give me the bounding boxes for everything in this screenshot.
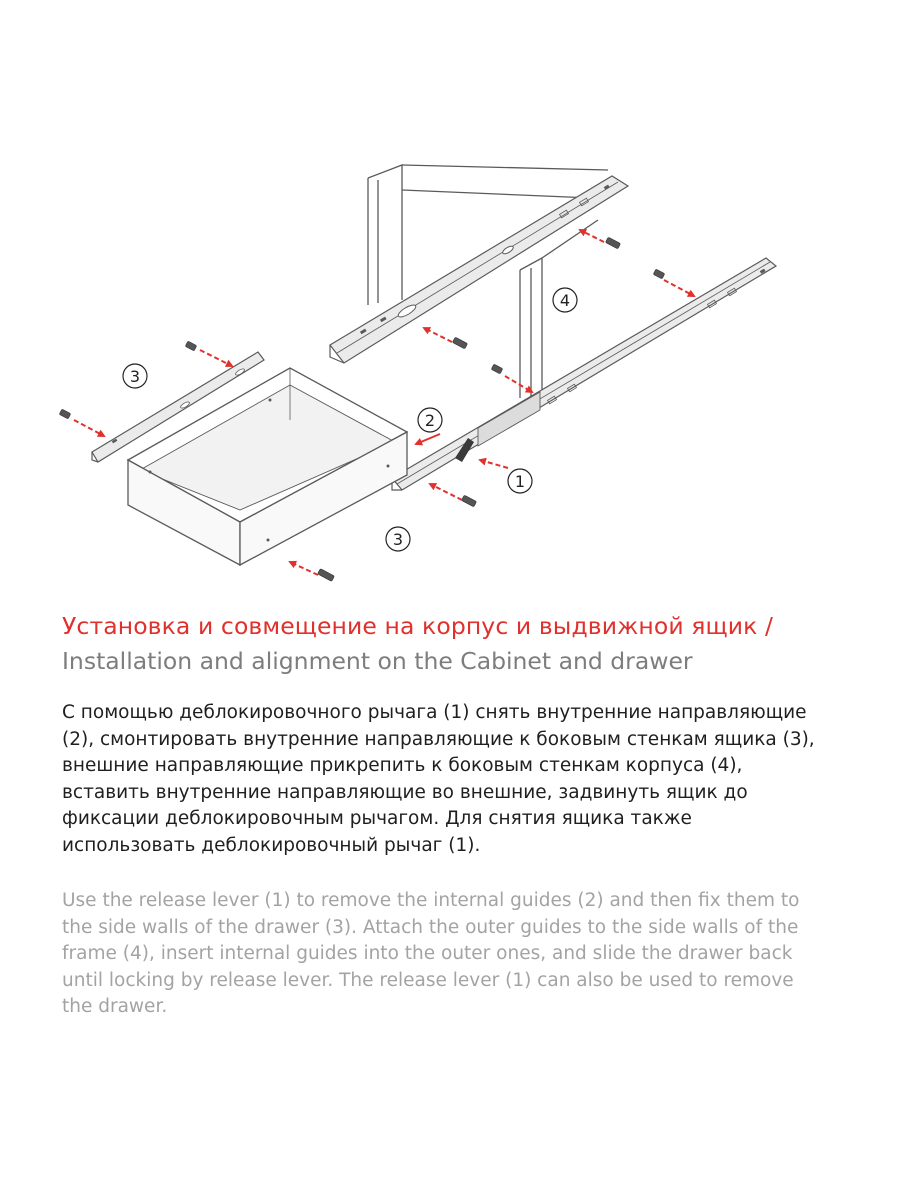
upper-outer-rail bbox=[330, 176, 628, 363]
callout-2-label: 2 bbox=[424, 411, 436, 430]
callout-4-label: 4 bbox=[559, 291, 571, 310]
instructions-english: Use the release lever (1) to remove the internal guides (2) and then fix them to the side walls of the drawer (3). Attach the outer guides to the side walls of the frame (4), insert internal guides into the outer ones, and slide the drawer back until locking by release lever. The release lever (1) can also be used to remove the drawer. bbox=[62, 890, 800, 1017]
callout-2 bbox=[418, 408, 442, 432]
title-english: Installation and alignment on the Cabinet and drawer bbox=[62, 647, 693, 675]
callout-3-bottom bbox=[386, 527, 410, 551]
callout-1 bbox=[508, 469, 532, 493]
callout-3-bottom-label: 3 bbox=[392, 530, 404, 549]
callout-3-left-label: 3 bbox=[129, 367, 141, 386]
drawer-box bbox=[128, 368, 407, 565]
callout-3-left bbox=[123, 364, 147, 388]
callout-1-label: 1 bbox=[514, 472, 526, 491]
instructions-russian: С помощью деблокировочного рычага (1) снять внутренние направляющие (2), смонтировать внутренние направляющие к боковым стенкам ящика (3), внешние направляющие прикрепить к боковым стенкам корпуса (4), вставить внутренние направляющие во внешние, задвинуть ящик до фиксации деблокировочным рычагом. Для снятия ящика также использовать деблокировочный рычаг (1). bbox=[62, 702, 815, 856]
callout-4 bbox=[553, 288, 577, 312]
title-russian: Установка и совмещение на корпус и выдвижной ящик / bbox=[62, 612, 774, 640]
